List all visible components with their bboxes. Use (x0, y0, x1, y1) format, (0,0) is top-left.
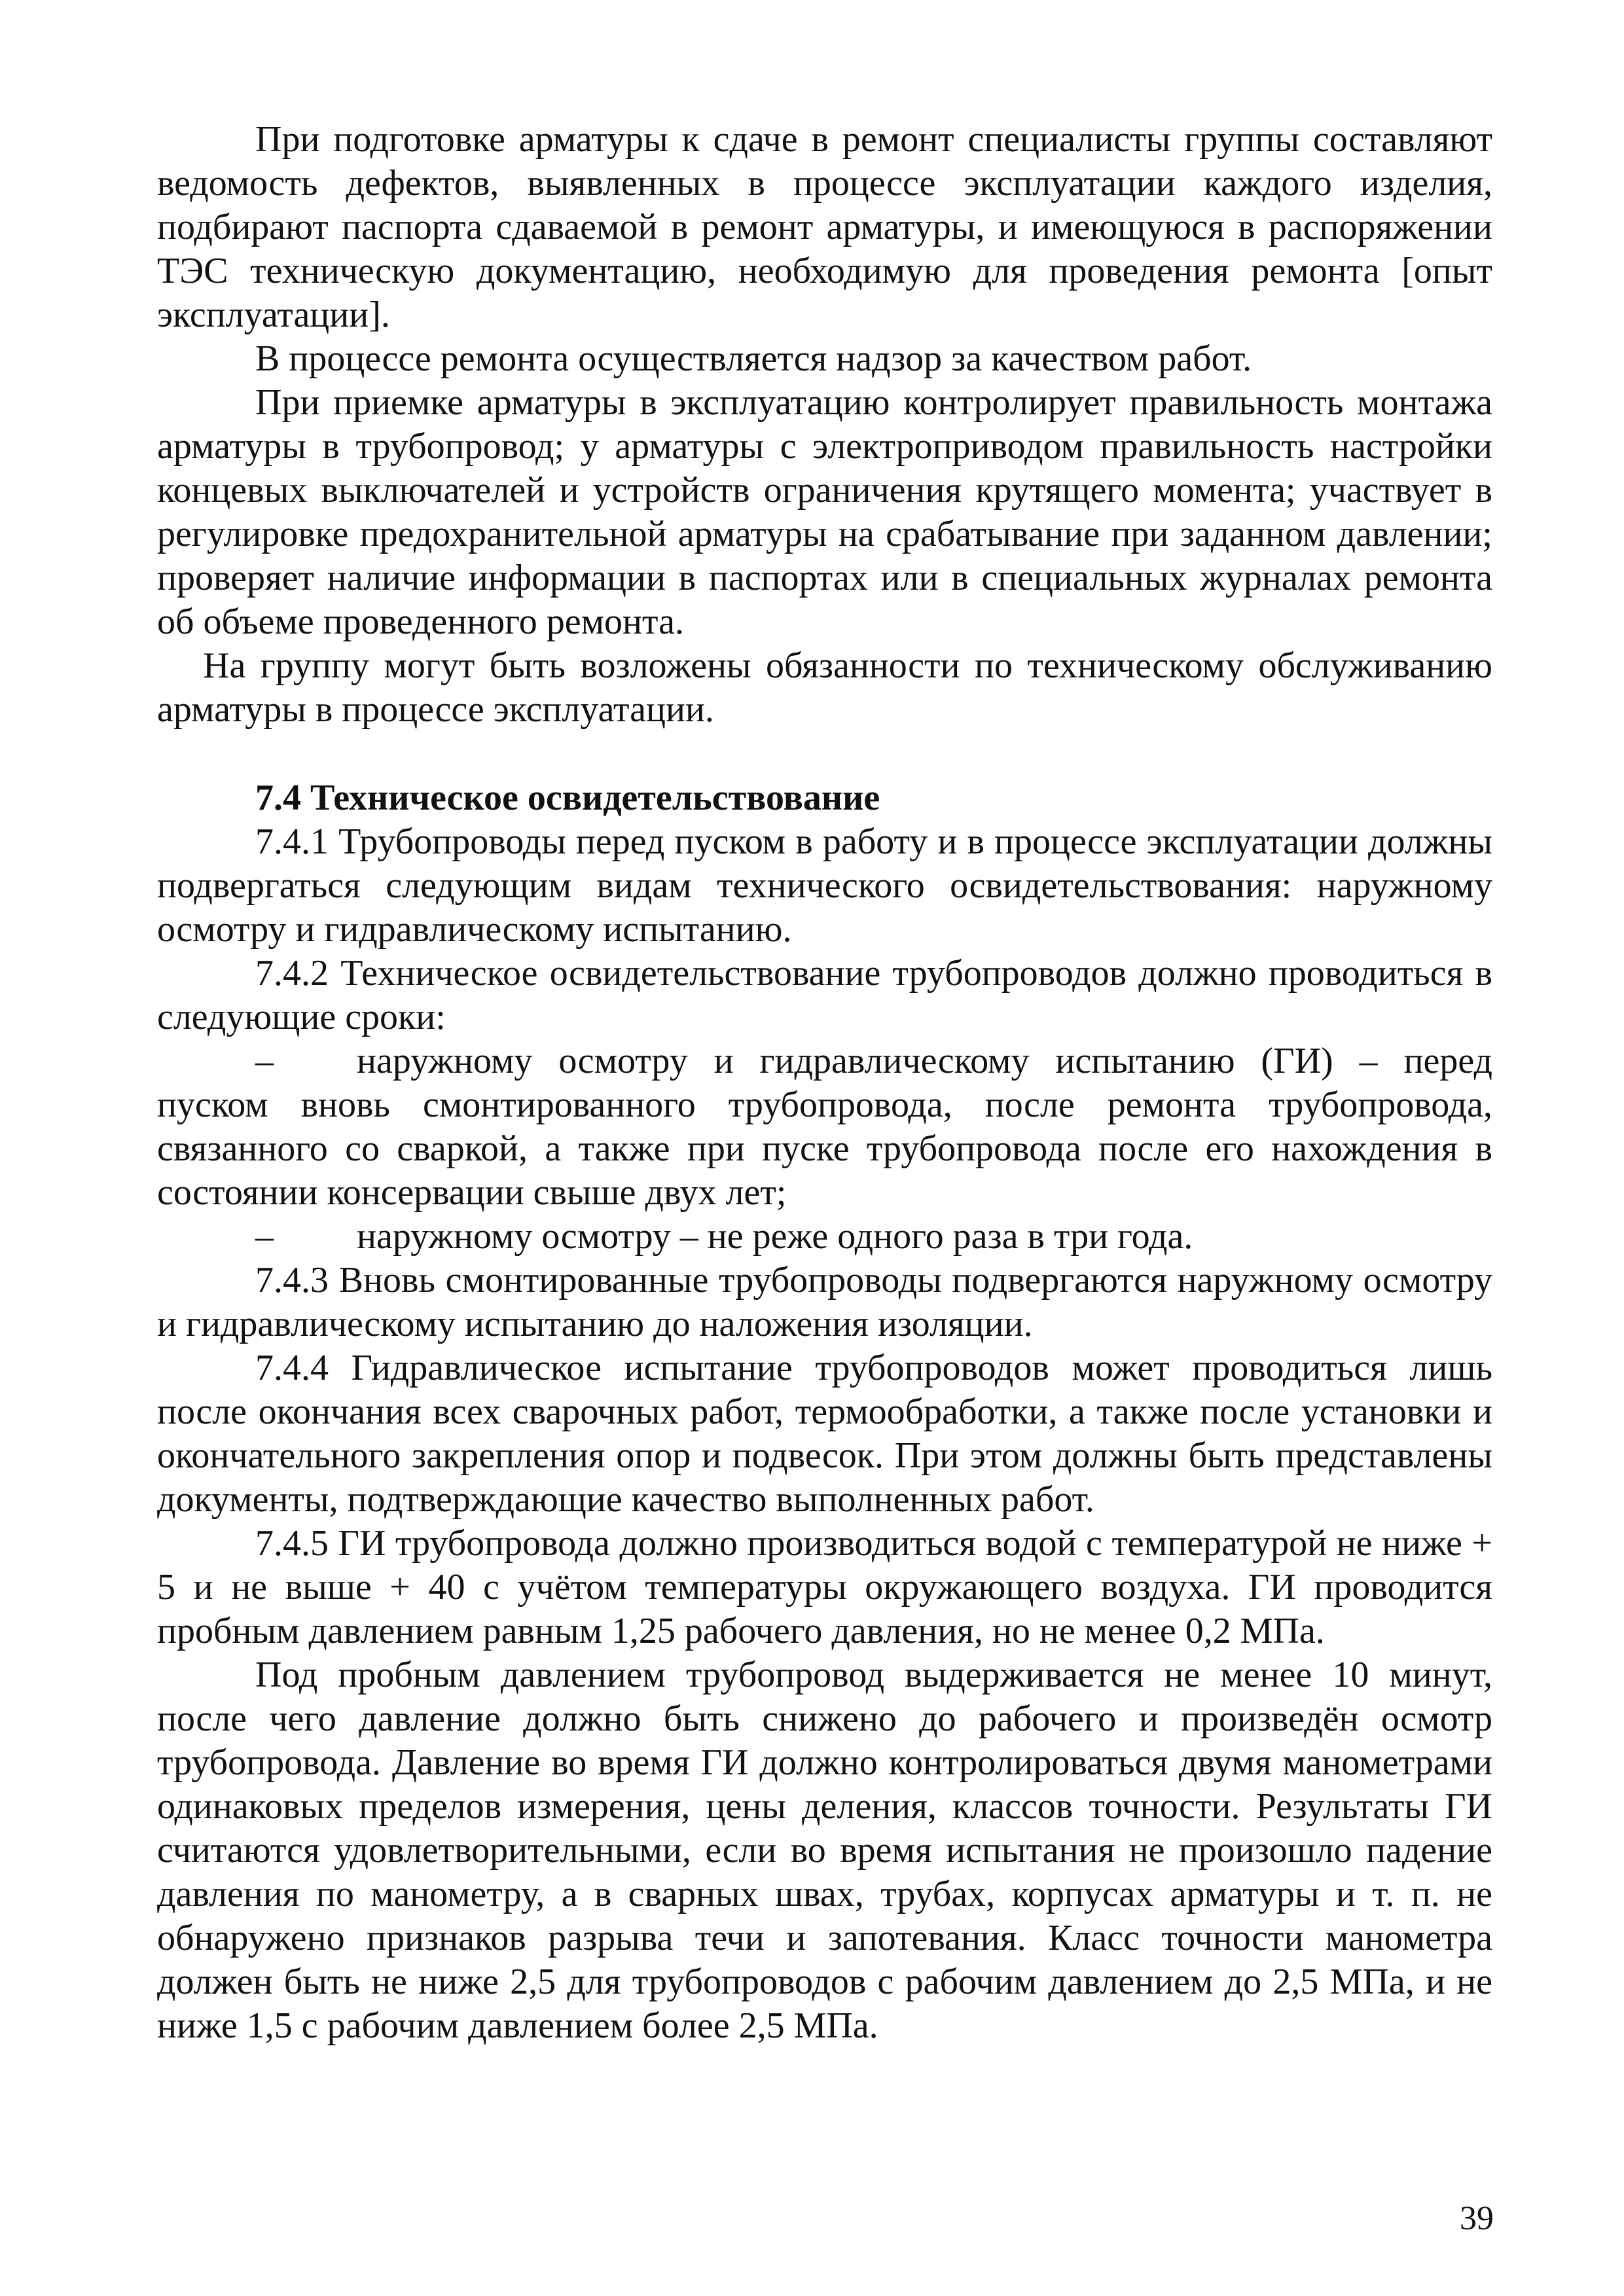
list-dash: – (255, 1041, 274, 1081)
paragraph-repair-preparation: При подготовке арматуры к сдаче в ремонт специалисты группы составляют ведомость дефектов, выявленных в процессе эксплуатации каждого изделия, подбирают паспорта сдаваемой в ремонт арматуры, и имеющуюся в распоряжении ТЭС техническую документацию, необходимую для проведения ремонта [опыт эксплуатации]. (157, 119, 1492, 335)
paragraph-7-4-3: 7.4.3 Вновь смонтированные трубопроводы подвергаются наружному осмотру и гидравлическому испытанию до наложения изоляции. (157, 1260, 1492, 1344)
paragraph-repair-supervision: В процессе ремонта осуществляется надзор за качеством работ. (255, 338, 1252, 379)
paragraph-7-4-5: 7.4.5 ГИ трубопровода должно производиться водой с температурой не ниже + 5 и не выше + 40 с учётом температуры окружающего воздуха. ГИ проводится пробным давлением равным 1,25 рабочего давления, но не менее 0,2 МПа. (157, 1523, 1492, 1651)
paragraph-acceptance: При приемке арматуры в эксплуатацию контролирует правильность монтажа арматуры в трубопровод; у арматуры с электроприводом правильность настройки концевых выключателей и устройств ограничения крутящего момента; участвует в регулировке предохранительной арматуры на срабатывание при заданном давлении; проверяет наличие информации в паспортах или в специальных журналах ремонта об объеме проведенного ремонта. (157, 382, 1492, 642)
section-heading: 7.4 Техническое освидетельствование (255, 778, 880, 818)
list-item-text: наружному осмотру и гидравлическому испытанию (ГИ) – перед пуском вновь смонтированного трубопровода, после ремонта трубопровода, связанного со сваркой, а также при пуске трубопровода после его нахождения в состоянии консервации свыше двух лет; (157, 1041, 1492, 1213)
page-number: 39 (1460, 2200, 1494, 2237)
paragraph-7-4-4: 7.4.4 Гидравлическое испытание трубопроводов может проводиться лишь после окончания всех сварочных работ, термообработки, а также после установки и окончательного закрепления опор и подвесок. При этом должны быть представлены документы, подтверждающие качество выполненных работ. (157, 1348, 1492, 1520)
list-dash: – (255, 1216, 274, 1257)
paragraph-7-4-1: 7.4.1 Трубопроводы перед пуском в работу и в процессе эксплуатации должны подвергаться следующим видам технического освидетельствования: наружному осмотру и гидравлическому испытанию. (157, 821, 1492, 950)
paragraph-maintenance-duties: На группу могут быть возложены обязанности по техническому обслуживанию арматуры в процессе эксплуатации. (157, 645, 1492, 730)
paragraph-7-4-2: 7.4.2 Техническое освидетельствование трубопроводов должно проводиться в следующие сроки: (157, 953, 1492, 1037)
document-page (157, 118, 1492, 2048)
list-item-text: наружному осмотру – не реже одного раза в три года. (357, 1216, 1193, 1257)
list-item (157, 1215, 1492, 1259)
list-item (157, 1039, 1492, 1215)
paragraph-test-pressure: Под пробным давлением трубопровод выдерживается не менее 10 минут, после чего давление должно быть снижено до рабочего и произведён осмотр трубопровода. Давление во время ГИ должно контролироваться двумя манометрами одинаковых пределов измерения, цены деления, классов точности. Результаты ГИ считаются удовлетворительными, если во время испытания не произошло падение давления по манометру, а в сварных швах, трубах, корпусах арматуры и т. п. не обнаружено признаков разрыва течи и запотевания. Класс точности манометра должен быть не ниже 2,5 для трубопроводов с рабочим давлением до 2,5 МПа, и не ниже 1,5 с рабочим давлением более 2,5 МПа. (157, 1655, 1492, 2046)
